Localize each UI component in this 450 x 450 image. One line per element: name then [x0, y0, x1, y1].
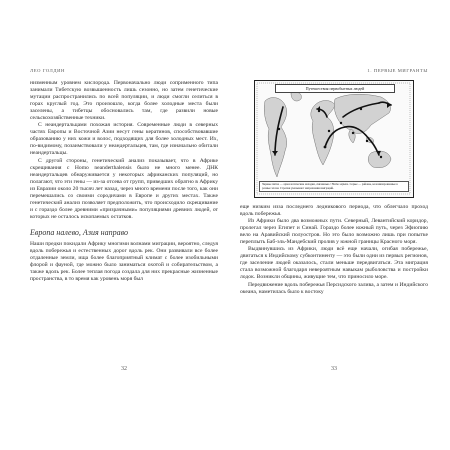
left-paragraph-2: С неандертальцами похожая история. Современные люди в северных частях Европы и Восточной Азии несут гены кератинов, способствовавшие образованию у них кожи и волос, подходящих для более холодных мест. Их, по-видимому, позаимствовали у неандертальцев, там, где изначально обитали неандертальцы.	[30, 122, 218, 157]
right-paragraph-1: Из Африки было два возможных пути. Северный, Левантийский коридор, пролегал через Египет и Синай. Гораздо более южный путь, через Эфиопию вело на Аравийский полуостров. Но это было возможно лишь при попытке переплыть Баб-эль-Мандебский пролив у южной границы Красного моря.	[240, 218, 428, 246]
world-map-drawing	[255, 81, 412, 196]
migration-map	[254, 80, 414, 198]
map-legend: Черные пятна — археологические находки, связанные с Homo sapiens. Серые — районы, колонизированные в разные эпохи. Стрелки указывают направления миграций.	[259, 181, 409, 192]
right-running-head: 1. ПЕРВЫЕ МИГРАНТЫ	[367, 68, 428, 73]
left-page-number: 32	[121, 366, 127, 372]
right-page-number: 33	[331, 366, 337, 372]
right-page	[240, 68, 428, 398]
left-paragraph-3: С другой стороны, генетический анализ показывает, что в Африке скрещивания с Homo neanderthalensis было не много менее. ДНК неандертальцев обнаруживается у некоторых африканских популяций, но полагают, что эти гены — из-за отсева от групп, приведших обратно в Африку из Евразии около 20 тысяч лет назад, через много времени после того, как они перемешались со своими сородичами в Европе и других местах. Также генетический анализ позволяет предположить, что происходило скрещивание и с гораздо более древними «призрачными» популяциями древних людей, от которых не осталось ископаемых остатков.	[30, 157, 218, 220]
right-paragraph-3: Передвижение вдоль побережья Персидского залива, а затем и Индийского океана, наметилась было к востоку	[240, 281, 428, 295]
left-paragraph-4: Наши предки покидали Африку многими волнами миграции, вероятно, следуя вдоль побережья и естественных дорог вдоль рек. Они развивали все более отдаленные земли, ища более благоприятный климат с более изобильными флорой и фауной, где можно было заниматься охотой и собирательством, а также вдоль рек. Более теплая погода создала для них прекрасные жизненные пространства, в то время как уровень моря был	[30, 240, 218, 283]
section-subhead: Европа налево, Азия направо	[30, 227, 128, 237]
map-title: Путешествия первобытных людей	[275, 84, 395, 93]
right-paragraph-2: Выдвинувшись из Африки, люди всё еще начали, огибая побережье, двигаться к Индийскому субконтиненту — это были одни из первых регионов, где заселение людей оказалось, стали меньше передвигаться. Эта миграция стала возможной благодаря невероятным навыкам рыболовства и постройки лодок. Возникли общины, живущие тем, что приносило море.	[240, 246, 428, 281]
left-running-head: ЛЕО ГОЛДИН	[30, 68, 65, 73]
left-paragraph-1: низменным уровнем кислорода. Первоначально люди соприменного типа занимали Тибетскую возвышенность лишь сезонно, но затем генетические мутации распространились по всей популяции, и люди смогли селиться в горах круглый год. Это произошло, когда более холодные места были заселены, а тибетцы обосновались там, где развили новые сельскохозяйственные техники.	[30, 80, 218, 122]
left-page	[30, 68, 218, 398]
right-paragraph-caption: еще низким изза последнего ледникового периода, что облегчало проход вдоль побережья.	[240, 204, 428, 218]
